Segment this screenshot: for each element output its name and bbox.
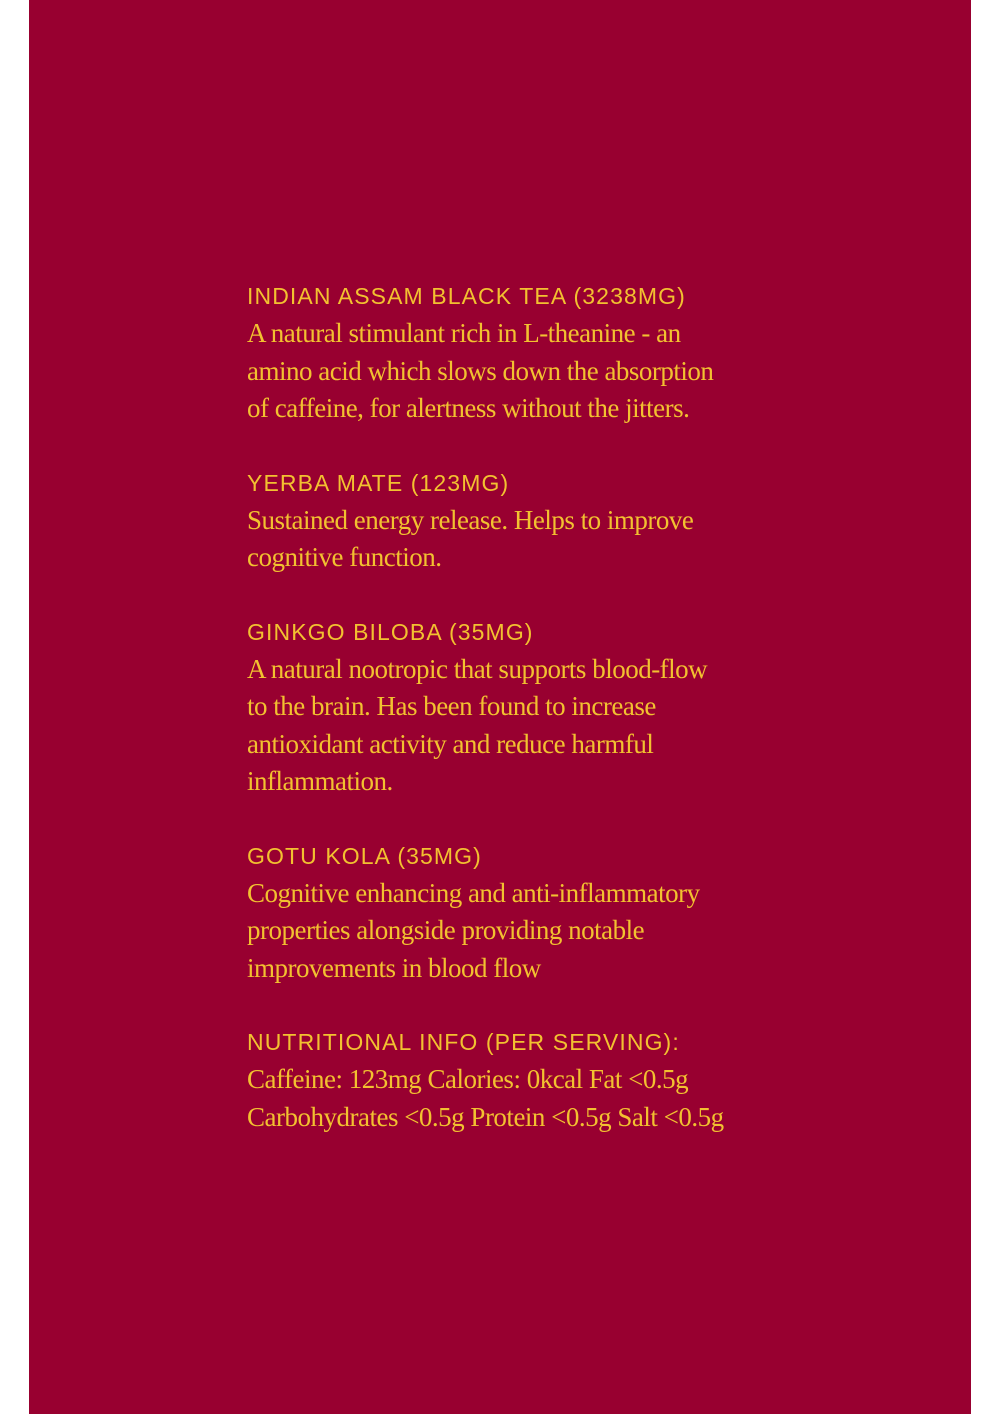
description-line: of caffeine, for alertness without the jitters.	[247, 393, 690, 423]
description-line: A natural stimulant rich in L-theanine - an	[247, 318, 681, 348]
section-description	[247, 651, 847, 801]
description-line: improvements in blood flow	[247, 952, 541, 983]
description-line: Cognitive enhancing and anti-inflammatory	[247, 877, 700, 908]
nutrition-line: Carbohydrates <0.5g Protein <0.5g Salt <0.5g	[247, 1101, 724, 1132]
description-line: Sustained energy release. Helps to improve	[247, 504, 694, 535]
description-line: inflammation.	[247, 766, 393, 796]
description-line: cognitive function.	[247, 542, 442, 572]
ingredient-section-assam	[247, 277, 847, 428]
ingredients-content	[247, 277, 847, 1172]
nutrition-values	[247, 1061, 847, 1136]
ingredient-section-yerba-mate	[247, 464, 847, 577]
section-heading: NUTRITIONAL INFO (PER SERVING):	[247, 1029, 680, 1055]
section-heading: GINKGO BILOBA (35MG)	[247, 618, 534, 645]
description-line: amino acid which slows down the absorption	[247, 355, 714, 386]
section-heading: YERBA MATE (123MG)	[247, 469, 510, 496]
label-panel	[29, 0, 971, 1414]
description-line: antioxidant activity and reduce harmful	[247, 728, 654, 759]
ingredient-section-ginkgo	[247, 613, 847, 801]
description-line: to the brain. Has been found to increase	[247, 691, 656, 721]
ingredient-section-gotu-kola	[247, 837, 847, 988]
section-description	[247, 875, 847, 988]
section-heading: GOTU KOLA (35MG)	[247, 842, 482, 869]
section-heading: INDIAN ASSAM BLACK TEA (3238MG)	[247, 283, 686, 309]
description-line: A natural nootropic that supports blood-flow	[247, 653, 708, 684]
nutrition-line: Caffeine: 123mg Calories: 0kcal Fat <0.5g	[247, 1064, 689, 1094]
nutritional-info-section	[247, 1023, 847, 1136]
section-description	[247, 315, 847, 428]
description-line: properties alongside providing notable	[247, 915, 645, 945]
section-description	[247, 502, 847, 577]
